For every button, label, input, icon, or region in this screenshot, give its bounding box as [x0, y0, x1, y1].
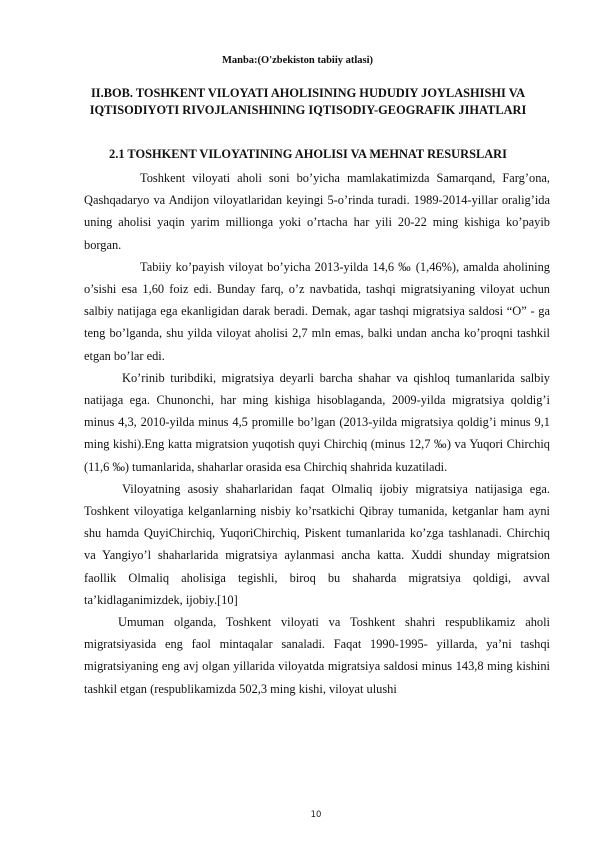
page-number: 10 [310, 810, 322, 820]
section-title: 2.1 TOSHKENT VILOYATINING AHOLISI VA MEHNAT RESURSLARI [109, 147, 507, 161]
paragraph-4: Viloyatning asosiy shaharlaridan faqat Olmaliq ijobiy migratsiya natijasiga ega. Toshkent viloyatiga kelganlarning nisbiy ko’rsatkichi Qibray tumanida, ketganlar ham ayni shu hamda QuyiChirchiq, YuqoriChirchiq, Piskent tumanlarida ko’zga tashlanadi. Chirchiq va Yangiyo’l shaharlarida migratsiya aylanmasi ancha katta. Xuddi shunday migratsion faollik Olmaliq aholisiga tegishli, biroq bu shaharda migratsiya qoldigi, avval ta’kidlaganimizdek, ijobiy.[10] [84, 481, 550, 607]
paragraph-2: Tabiiy ko’payish viloyat bo’yicha 2013-yilda 14,6 ‰ (1,46%), amalda aholining o’sishi esa 1,60 foiz edi. Bunday farq, o’z navbatida, tashqi migratsiyaning viloyat uchun salbiy natijaga ega ekanligidan darak beradi. Demak, agar tashqi migratsiya saldosi “O” - ga teng bo’lganda, shu yilda viloyat aholisi 2,7 mln emas, balki undan ancha ko’proqni tashkil etgan bo’lar edi. [84, 259, 550, 363]
paragraph-3: Ko’rinib turibdiki, migratsiya deyarli barcha shahar va qishloq tumanlarida salbiy natijaga ega. Chunonchi, har ming kishiga hisoblaganda, 2009-yilda migratsiya qoldig’i minus 4,3, 2010-yilda minus 4,5 promille bo’lgan (2013-yilda migratsiya qoldig’i minus 9,1 ming kishi).Eng katta migratsion yuqotish quyi Chirchiq (minus 12,7 ‰) va Yuqori Chirchiq (11,6 ‰) tumanlarida, shaharlar orasida esa Chirchiq shahrida kuzatiladi. [84, 370, 550, 474]
source-note: Manba:(O'zbekiston tabiiy atlasi) [221, 55, 374, 66]
body-text [84, 167, 550, 700]
paragraph-1: Toshkent viloyati aholi soni bo’yicha mamlakatimizda Samarqand, Farg’ona, Qashqadaryo va Andijon viloyatlaridan keyingi 5-o’rinda turadi. 1989-2014-yillar oralig’ida uning aholisi yaqin yarim millionga yoki o’rtacha har yili 20-22 ming kishiga ko’payib borgan. [84, 171, 550, 252]
chapter-title: II.BOB. TOSHKENT VILOYATI AHOLISINING HUDUDIY JOYLASHISHI VA IQTISODIYOTI RIVOJLANISHINING IQTISODIY-GEOGRAFIK JIHATLARI [89, 86, 527, 117]
paragraph-5: Umuman olganda, Toshkent viloyati va Toshkent shahri respublikamiz aholi migratsiyasida eng faol mintaqalar sanaladi. Faqat 1990-1995- yillarda, ya’ni tashqi migratsiyaning eng avj olgan yillarida viloyatda migratsiya saldosi minus 143,8 ming kishini tashkil etgan (respublikamizda 502,3 ming kishi, viloyat ulushi [84, 615, 550, 696]
